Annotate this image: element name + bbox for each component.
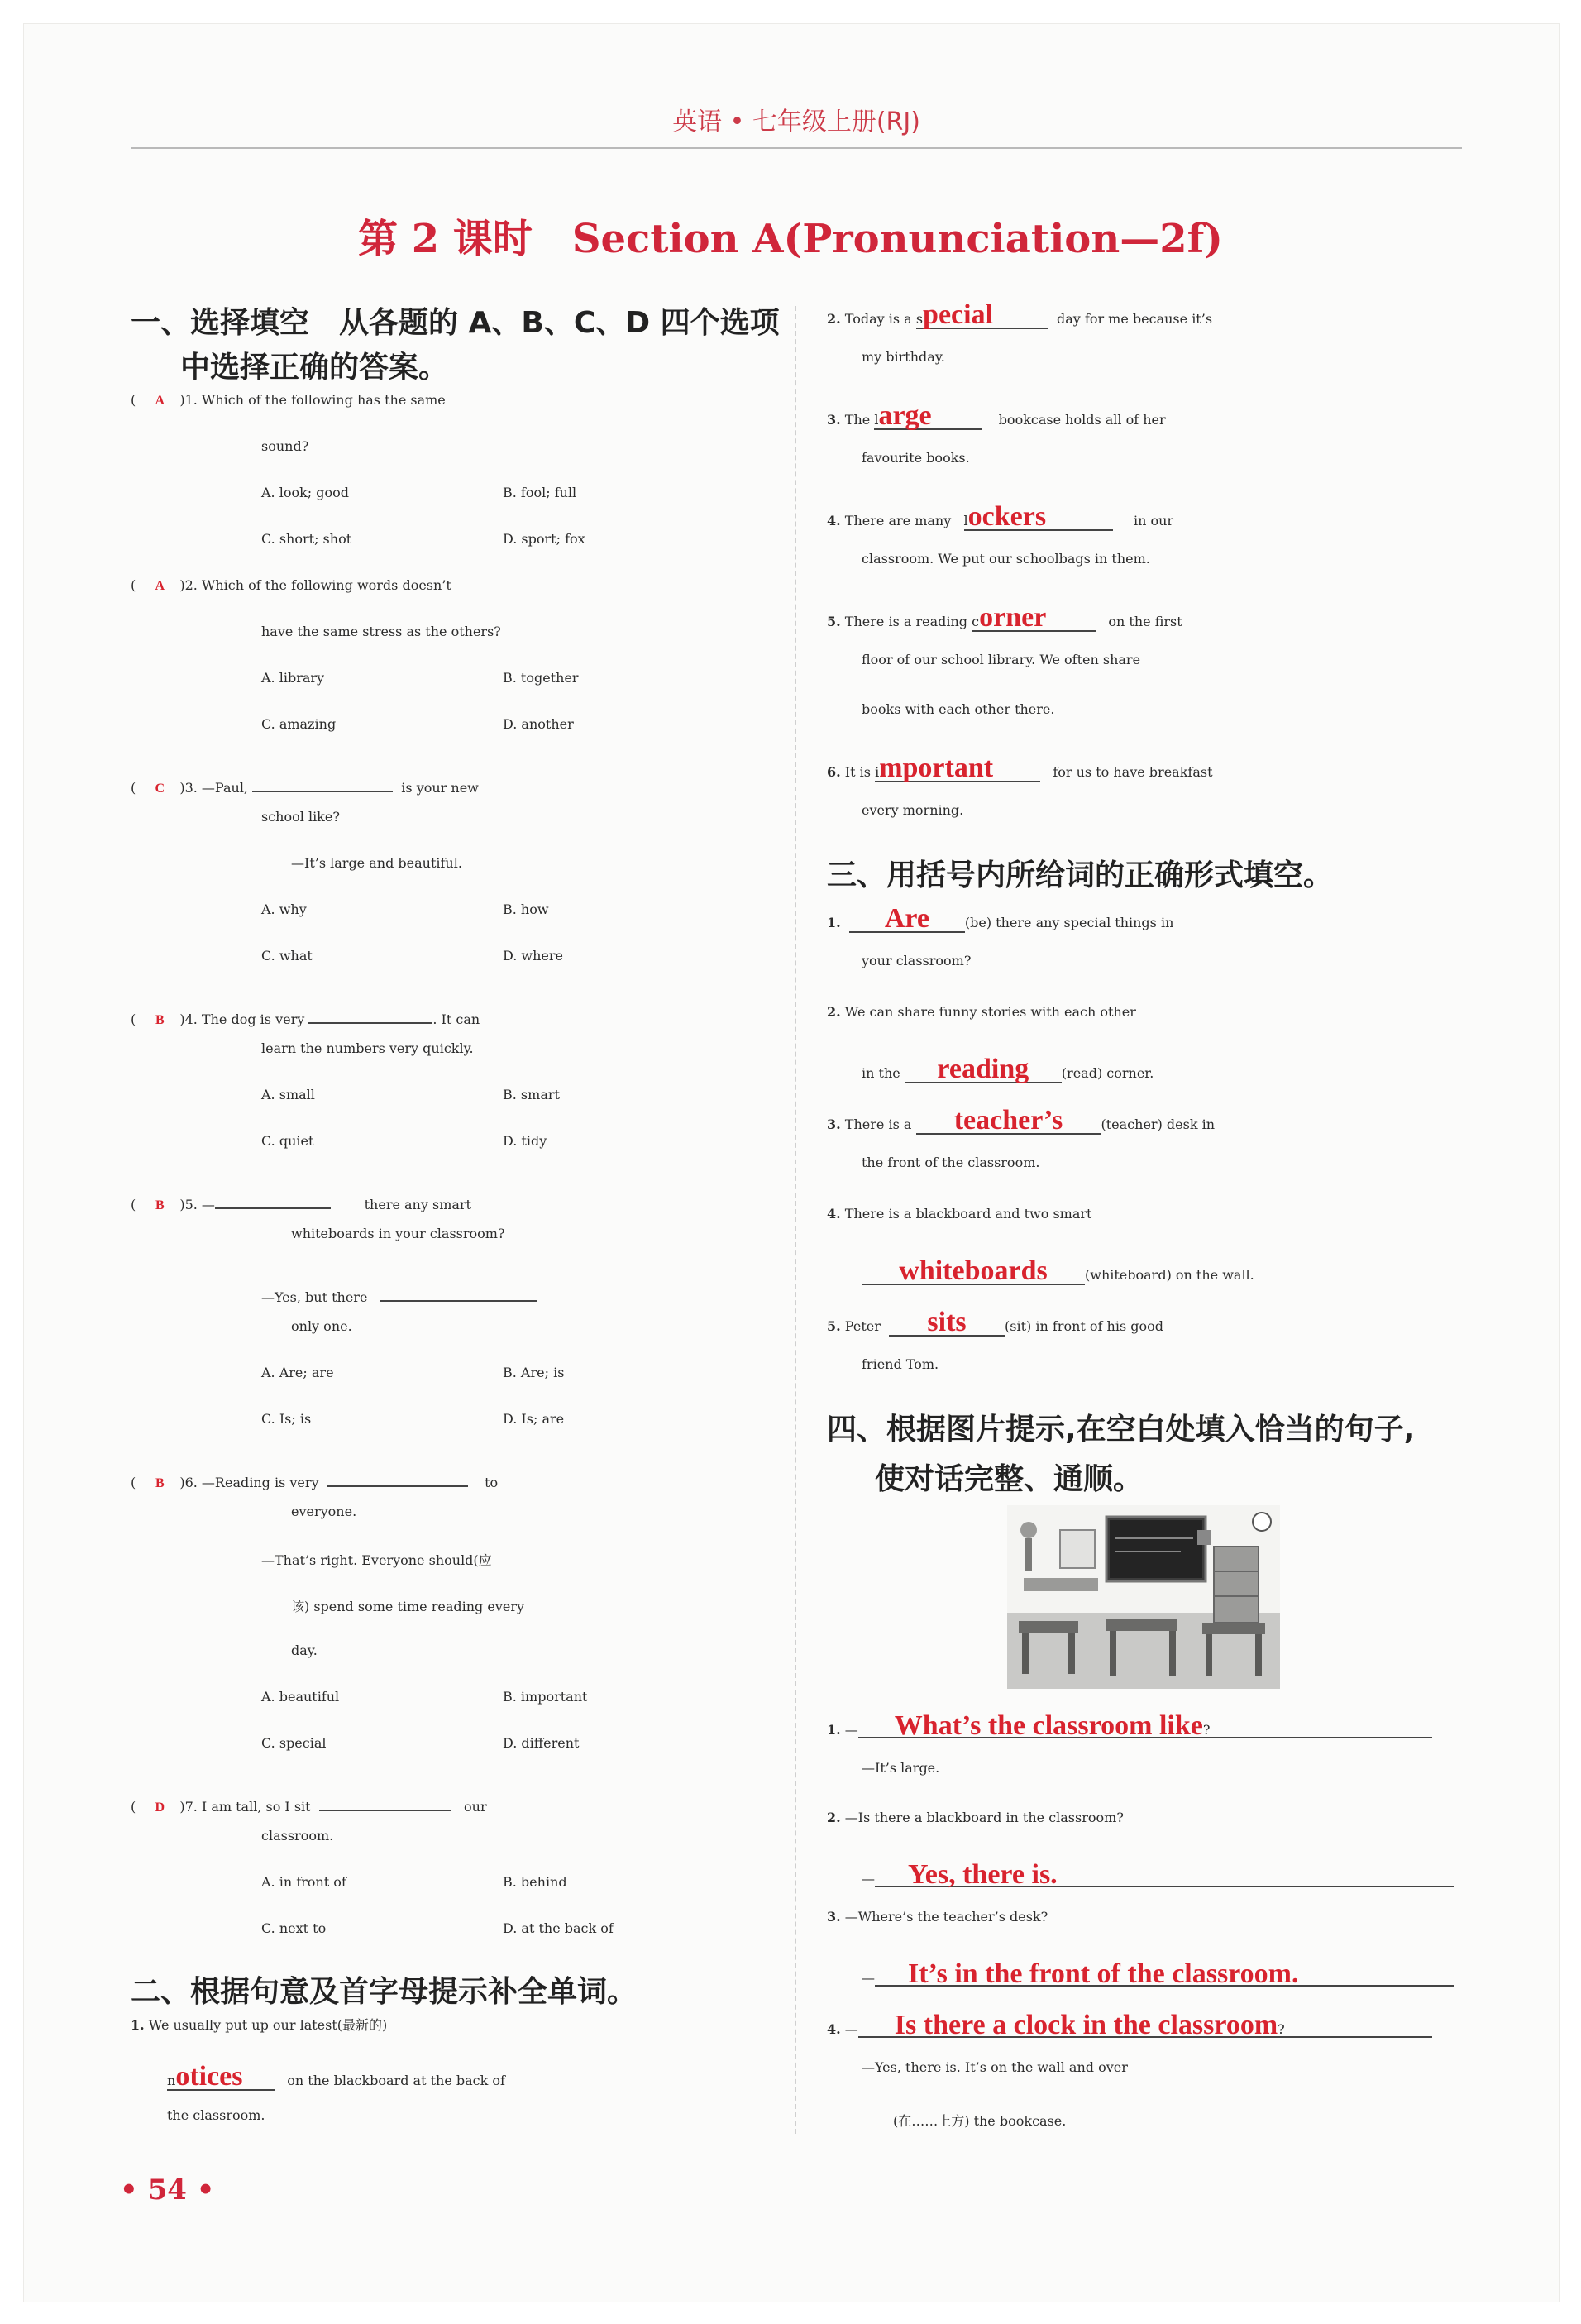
question-text: books with each other there. (862, 701, 1055, 717)
section-2-heading: 二、根据句意及首字母提示补全单词。 (131, 1975, 638, 2009)
form-question-1: 1. Are (be) there any special things in (827, 903, 1174, 934)
dialogue-question-2: 2. —Is there a blackboard in the classroom? (827, 1810, 1124, 1825)
option-a: A. look; good (261, 485, 350, 500)
option-c: C. next to (261, 1920, 327, 1936)
option-d: D. at the back of (503, 1920, 614, 1936)
option-a: A. beautiful (261, 1689, 340, 1705)
option-b: B. Are; is (503, 1365, 565, 1380)
question-text: your classroom? (862, 953, 972, 968)
blank: important (875, 753, 1040, 782)
question-text: only one. (291, 1318, 352, 1334)
form-question-4: 4. There is a blackboard and two smart (827, 1206, 1092, 1222)
question-text: learn the numbers very quickly. (261, 1040, 474, 1056)
blank: notices (167, 2061, 275, 2091)
form-question-2-cont: in the reading (read) corner. (862, 1054, 1154, 1084)
dialogue-question-2-cont: — Yes, there is. (862, 1859, 1454, 1887)
blank: reading (905, 1054, 1062, 1083)
section-3-heading: 三、用括号内所给词的正确形式填空。 (827, 858, 1334, 892)
dialogue-question-1: 1. — What’s the classroom like? (827, 1710, 1432, 1738)
page-number: • 54 • (120, 2173, 215, 2207)
blank: corner (972, 602, 1096, 632)
question-text: classroom. We put our schoolbags in them. (862, 551, 1150, 567)
answer: B (155, 1013, 165, 1027)
option-c: C. what (261, 948, 313, 964)
question-text: 该) spend some time reading every (291, 1599, 525, 1614)
question-text: —Yes, but there (261, 1272, 537, 1305)
option-d: D. different (503, 1735, 580, 1751)
blank: large (874, 400, 982, 430)
blank: special (916, 299, 1048, 329)
page-header: 英语 • 七年级上册(RJ) (131, 98, 1462, 149)
dialogue-question-4: 4. — Is there a clock in the classroom? (827, 2010, 1432, 2038)
fill-question-1-cont: notices on the blackboard at the back of (167, 2061, 505, 2092)
blank (252, 763, 393, 792)
section-4-heading: 四、根据图片提示,在空白处填入恰当的句子, (827, 1413, 1416, 1447)
question-7: ( D )7. I am tall, so I sit our (131, 1781, 487, 1815)
option-d: D. Is; are (503, 1411, 565, 1427)
blank (327, 1457, 468, 1487)
option-c: C. short; shot (261, 531, 352, 547)
option-b: B. together (503, 670, 579, 686)
question-text: —It’s large. (862, 1760, 940, 1776)
option-b: B. how (503, 901, 549, 917)
question-text: (在……上方) the bookcase. (893, 2113, 1067, 2129)
blank: teacher’s (916, 1105, 1101, 1135)
question-3: ( C )3. —Paul, is your new (131, 763, 479, 796)
question-text: my birthday. (862, 349, 945, 365)
option-c: C. Is; is (261, 1411, 312, 1427)
option-c: C. amazing (261, 716, 337, 732)
question-2: ( A )2. Which of the following words doesn’t (131, 577, 451, 593)
blank (308, 994, 432, 1024)
answer: B (155, 1476, 165, 1490)
question-text: whiteboards in your classroom? (291, 1226, 505, 1241)
question-text: classroom. (261, 1828, 334, 1843)
section-1-heading: 一、选择填空 从各题的 A、B、C、D 四个选项 (131, 306, 780, 340)
form-question-4-cont: whiteboards (whiteboard) on the wall. (862, 1255, 1254, 1285)
option-a: A. small (261, 1087, 315, 1102)
option-c: C. quiet (261, 1133, 314, 1149)
question-text: —That’s right. Everyone should(应 (261, 1552, 492, 1568)
option-a: A. in front of (261, 1874, 346, 1890)
blank (380, 1272, 537, 1302)
option-d: D. where (503, 948, 564, 964)
lesson-title: 第 2 课时 Section A(Pronunciation—2f) (358, 216, 1223, 262)
question-6: ( B )6. —Reading is very to (131, 1457, 498, 1491)
blank (215, 1179, 331, 1209)
dialogue-question-3-cont: — It’s in the front of the classroom. (862, 1958, 1454, 1987)
answer: B (155, 1198, 165, 1212)
option-c: C. special (261, 1735, 327, 1751)
question-1: ( A )1. Which of the following has the same (131, 392, 446, 408)
form-question-3: 3. There is a teacher’s (teacher) desk in (827, 1105, 1216, 1136)
question-text: day. (291, 1643, 318, 1658)
option-b: B. behind (503, 1874, 567, 1890)
question-text: —Yes, there is. It’s on the wall and over (862, 2059, 1128, 2075)
option-b: B. fool; full (503, 485, 577, 500)
blank: sits (889, 1307, 1005, 1337)
form-question-5: 5. Peter sits (sit) in front of his good (827, 1307, 1163, 1337)
answer: A (155, 579, 165, 593)
blank (319, 1781, 451, 1811)
option-d: D. tidy (503, 1133, 547, 1149)
question-5: ( B )5. — there any smart (131, 1179, 471, 1213)
question-text: the front of the classroom. (862, 1155, 1040, 1170)
question-text: floor of our school library. We often share (862, 652, 1141, 667)
option-d: D. sport; fox (503, 531, 585, 547)
fill-question-5: 5. There is a reading corner on the first (827, 602, 1182, 633)
option-a: A. Are; are (261, 1365, 334, 1380)
column-divider (795, 306, 796, 2134)
section-1-heading-cont: 中选择正确的答案。 (180, 351, 449, 385)
option-d: D. another (503, 716, 574, 732)
classroom-illustration (1007, 1505, 1280, 1689)
question-text: the classroom. (167, 2107, 265, 2123)
fill-question-6: 6. It is important for us to have breakfast (827, 753, 1213, 783)
question-text: favourite books. (862, 450, 970, 466)
blank: Is there a clock in the classroom? (858, 2010, 1432, 2038)
section-4-heading-cont: 使对话完整、通顺。 (875, 1462, 1144, 1496)
answer: A (155, 394, 165, 408)
question-text: everyone. (291, 1504, 357, 1519)
question-text: sound? (261, 438, 309, 454)
blank: lockers (964, 501, 1113, 531)
option-b: B. important (503, 1689, 588, 1705)
fill-question-3: 3. The large bookcase holds all of her (827, 400, 1166, 431)
blank: What’s the classroom like? (858, 1710, 1432, 1738)
question-text: —It’s large and beautiful. (291, 855, 462, 871)
blank: whiteboards (862, 1255, 1085, 1285)
blank: Yes, there is. (875, 1859, 1454, 1887)
blank: It’s in the front of the classroom. (875, 1958, 1454, 1987)
dialogue-question-3: 3. —Where’s the teacher’s desk? (827, 1909, 1048, 1925)
option-a: A. library (261, 670, 325, 686)
question-text: friend Tom. (862, 1356, 939, 1372)
question-text: every morning. (862, 802, 964, 818)
form-question-2: 2. We can share funny stories with each other (827, 1004, 1136, 1020)
answer: C (155, 782, 165, 796)
option-b: B. smart (503, 1087, 560, 1102)
question-4: ( B )4. The dog is very . It can (131, 994, 480, 1028)
fill-question-4: 4. There are many lockers in our (827, 501, 1174, 532)
question-text: school like? (261, 809, 340, 825)
answer: D (155, 1800, 165, 1815)
question-text: have the same stress as the others? (261, 624, 501, 639)
fill-question-2: 2. Today is a special day for me because it’s (827, 299, 1213, 330)
fill-question-1: 1. We usually put up our latest(最新的) (131, 2017, 388, 2033)
option-a: A. why (261, 901, 307, 917)
blank: Are (849, 903, 965, 933)
